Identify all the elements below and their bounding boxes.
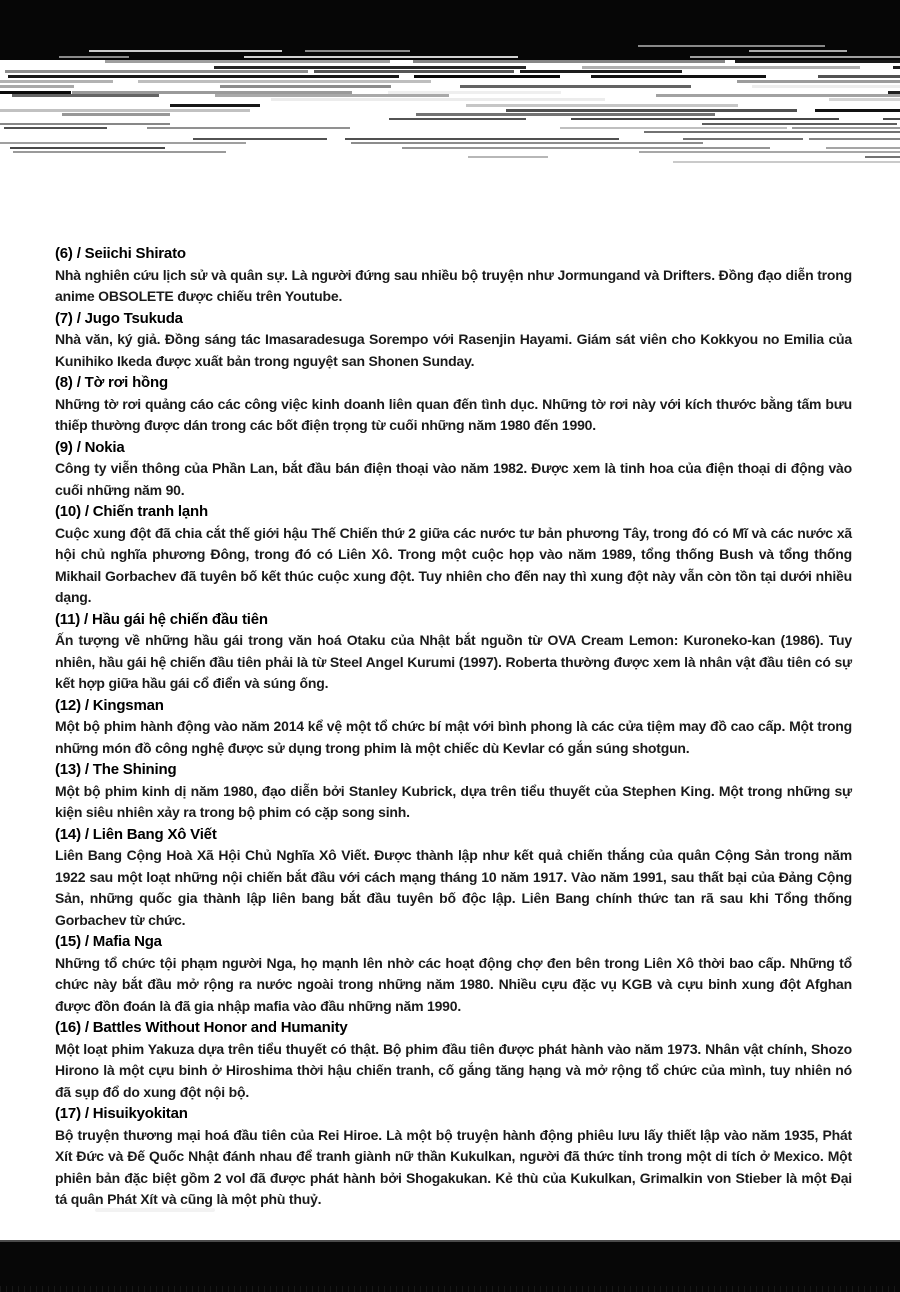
glitch-streak xyxy=(0,123,170,125)
glitch-streak xyxy=(865,156,900,158)
entry-heading: (9) / Nokia xyxy=(55,438,125,456)
glitch-streak xyxy=(520,70,682,73)
glitch-streak xyxy=(582,66,860,69)
entry-heading: (14) / Liên Bang Xô Viết xyxy=(55,825,217,843)
glitch-streak xyxy=(12,94,159,97)
glitch-streak xyxy=(702,123,897,125)
glitch-streak xyxy=(591,75,766,78)
glitch-streak xyxy=(673,161,900,163)
entry-body: Cuộc xung đột đã chia cắt thế giới hậu Thế Chiến thứ 2 giữa các nước tư bản phương Tây, trong đó có Mĩ và các nước xã hội chủ nghĩa phương Đông, trong đó có Liên Xô. Trong một cuộc họp vào năm 1989, tổng thống Bush và tổng thống Mikhail Gorbachev đã tuyên bố kết thúc cuộc xung đột. Tuy nhiên cho đến nay thì xung đột này vẫn còn tồn tại dưới nhiều dạng. xyxy=(55,524,852,605)
glitch-streak xyxy=(893,66,900,69)
glitch-streak xyxy=(571,118,839,120)
scan-artifact xyxy=(95,1208,215,1212)
entry-body: Công ty viễn thông của Phần Lan, bắt đầu bán điện thoại vào năm 1982. Được xem là tinh hoa của điện thoại di động vào cuối những năm 90. xyxy=(55,460,852,498)
glitch-streak xyxy=(271,98,605,101)
glitch-streak xyxy=(0,91,71,94)
glitch-streak xyxy=(13,151,226,153)
glossary-entry xyxy=(55,931,852,1017)
glitch-streak xyxy=(402,147,770,149)
glitch-streak xyxy=(466,104,738,107)
glitch-streak xyxy=(59,56,129,58)
entry-heading: (10) / Chiến tranh lạnh xyxy=(55,503,208,520)
glitch-streak xyxy=(345,138,619,140)
glitch-streak xyxy=(809,138,900,140)
glitch-static-band xyxy=(0,60,900,165)
entry-body: Những tổ chức tội phạm người Nga, họ mạnh lên nhờ các hoạt động chợ đen bên trong Liên Xô thời bao cấp. Những tổ chức này bắt đầu mở rộng ra nước ngoài trong những năm 1980. Nhiều cựu đặc vụ KGB và cựu binh xung đột Afghan được đồn đoán là đã gia nhập mafia vào đầu những năm 1990. xyxy=(55,954,852,1014)
glitch-streak xyxy=(792,127,900,129)
glitch-streak xyxy=(683,138,803,140)
entry-body: Những tờ rơi quảng cáo các công việc kinh doanh liên quan đến tình dục. Những tờ rơi này với kích thước bằng tấm bưu thiếp thường được dán trong các bốt điện trọng từ cuối những năm 1980 đến 1990. xyxy=(55,395,852,433)
glitch-streak xyxy=(8,75,399,78)
entry-body: Nhà nghiên cứu lịch sử và quân sự. Là người đứng sau nhiều bộ truyện như Jormungand và Drifters. Đồng đạo diễn trong anime OBSOLETE được chiếu trên Youtube. xyxy=(55,266,852,304)
glossary-entry xyxy=(55,609,852,695)
entry-heading: (17) / Hisuikyokitan xyxy=(55,1105,188,1122)
glitch-streak xyxy=(644,131,900,133)
glitch-streak xyxy=(388,91,561,94)
glitch-streak xyxy=(0,85,74,88)
glossary-entry xyxy=(55,308,852,373)
glitch-streak xyxy=(0,142,246,144)
entry-heading: (8) / Tờ rơi hồng xyxy=(55,374,168,391)
glitch-streak xyxy=(138,80,431,83)
glossary-entry xyxy=(55,437,852,502)
glitch-streak xyxy=(737,80,900,83)
glossary-entry xyxy=(55,243,852,308)
glitch-streak xyxy=(105,60,390,63)
glitch-streak xyxy=(656,94,900,97)
entry-body: Liên Bang Cộng Hoà Xã Hội Chủ Nghĩa Xô Viết. Được thành lập như kết quả chiến thắng của quân Cộng Sản trong năm 1922 sau một loạt những nội chiến bắt đầu với cách mạng tháng 10 năm 1917. Vào năm 1991, sau thất bại của Đảng Cộng Sản, những quốc gia thành lập liên bang bắt đầu tuyên bố độc lập. Liên Bang chính thức tan rã sau khi Tổng thống Gorbachev từ chức. xyxy=(55,847,852,928)
entry-body: Một bộ phim hành động vào năm 2014 kể vệ một tổ chức bí mật với bình phong là các cửa tiệm may đồ cao cấp. Một trong những món đồ công nghệ được sử dụng trong phim là một chiếc dù Kevlar có gắn súng shotgun. xyxy=(55,718,852,756)
glitch-streak xyxy=(89,50,282,52)
glitch-streak xyxy=(314,70,514,73)
glitch-streak xyxy=(560,127,787,129)
glitch-streak xyxy=(0,109,250,112)
entry-body: Một loạt phim Yakuza dựa trên tiểu thuyết có thật. Bộ phim đầu tiên được phát hành vào năm 1973. Nhân vật chính, Shozo Hirono là một cựu binh ở Hiroshima thời hậu chiến tranh, cố gắng tăng hạng và mở rộng tổ chức của mình, tuy nhiên nó đã sụp đổ do xung đột nội bộ. xyxy=(55,1040,852,1100)
glitch-streak xyxy=(506,109,797,112)
glitch-streak xyxy=(883,118,900,120)
glossary-entry xyxy=(55,759,852,824)
entry-heading: (15) / Mafia Nga xyxy=(55,933,162,950)
glossary-entry xyxy=(55,1017,852,1103)
glitch-streak xyxy=(305,50,410,52)
glitch-streak xyxy=(62,113,170,116)
glitch-streak xyxy=(244,56,518,58)
glitch-streak xyxy=(214,66,526,69)
glitch-streak xyxy=(170,104,260,107)
glitch-streak xyxy=(414,75,560,78)
entry-body: Nhà văn, ký giả. Đồng sáng tác Imasaradesuga Sorempo với Rasenjin Hayami. Giám sát viên cho Kokkyou no Emilia của Kunihiko Ikeda được xuất bản trong nguyệt san Shonen Sunday. xyxy=(55,331,852,369)
glitch-streak xyxy=(735,60,900,63)
entry-heading: (13) / The Shining xyxy=(55,761,177,778)
glitch-streak xyxy=(193,138,327,140)
glitch-streak xyxy=(815,109,900,112)
entry-heading: (11) / Hầu gái hệ chiến đầu tiên xyxy=(55,610,268,628)
glitch-streak xyxy=(0,80,113,83)
glitch-streak xyxy=(10,147,165,149)
glitch-streak xyxy=(4,127,107,129)
glitch-streak xyxy=(147,127,350,129)
glitch-streak xyxy=(752,85,900,88)
glitch-streak xyxy=(72,91,352,94)
glitch-streak xyxy=(888,91,900,94)
glitch-streak xyxy=(389,118,526,120)
glitch-streak xyxy=(826,147,900,149)
glitch-streak xyxy=(829,98,900,101)
glossary-entry xyxy=(55,695,852,760)
glossary-entry xyxy=(55,372,852,437)
entry-list xyxy=(0,165,900,1211)
entry-heading: (12) / Kingsman xyxy=(55,696,164,714)
entry-body: Ấn tượng về những hầu gái trong văn hoá Otaku của Nhật bắt nguồn từ OVA Cream Lemon: Kuroneko-kan (1986). Tuy nhiên, hầu gái hệ chiến đầu tiên phải là từ Steel Angel Kurumi (1997). Roberta thường được xem là nhân vật đầu tiên có sự kết hợp giữa hầu gái cổ điển và súng ống. xyxy=(55,632,852,691)
glitch-streak xyxy=(690,56,900,58)
entry-heading: (6) / Seiichi Shirato xyxy=(55,245,186,262)
glossary-entry xyxy=(55,1103,852,1211)
top-black-band xyxy=(0,0,900,60)
glitch-streak xyxy=(351,142,703,144)
glitch-streak xyxy=(215,94,449,97)
glitch-streak xyxy=(818,75,900,78)
glitch-streak xyxy=(220,85,391,88)
glitch-streak xyxy=(413,60,725,63)
glossary-entry xyxy=(55,501,852,609)
glitch-streak xyxy=(5,70,308,73)
glossary-entry xyxy=(55,824,852,932)
glitch-streak xyxy=(468,156,548,158)
glitch-streak xyxy=(639,151,900,153)
entry-body: Bộ truyện thương mại hoá đầu tiên của Rei Hiroe. Là một bộ truyện hành động phiêu lưu lấy thiết lập vào năm 1935, Phát Xít Đức và Đế Quốc Nhật đánh nhau để tranh giành nữ thần Kukulkan, người đã thức tỉnh trong một di tích ở Mexico. Một phiên bản đặc biệt gồm 2 vol đã được phát hành bởi Shogakukan. Kẻ thù của Kukulkan, Grimalkin von Stieber là một Đại tá quân Phát Xít và cũng là một phù thuỷ. xyxy=(55,1126,852,1207)
entry-heading: (7) / Jugo Tsukuda xyxy=(55,309,183,327)
entry-heading: (16) / Battles Without Honor and Humanity xyxy=(55,1019,348,1036)
entry-body: Một bộ phim kinh dị năm 1980, đạo diễn bởi Stanley Kubrick, dựa trên tiểu thuyết của Stephen King. Một trong những sự kiện siêu nhiên xảy ra trong bộ phim có cặp song sinh. xyxy=(55,782,852,820)
glitch-streak xyxy=(638,45,825,47)
glitch-streak xyxy=(416,113,715,116)
glitch-streak xyxy=(749,50,847,52)
bottom-black-band xyxy=(0,1240,900,1292)
glitch-streak xyxy=(460,85,691,88)
